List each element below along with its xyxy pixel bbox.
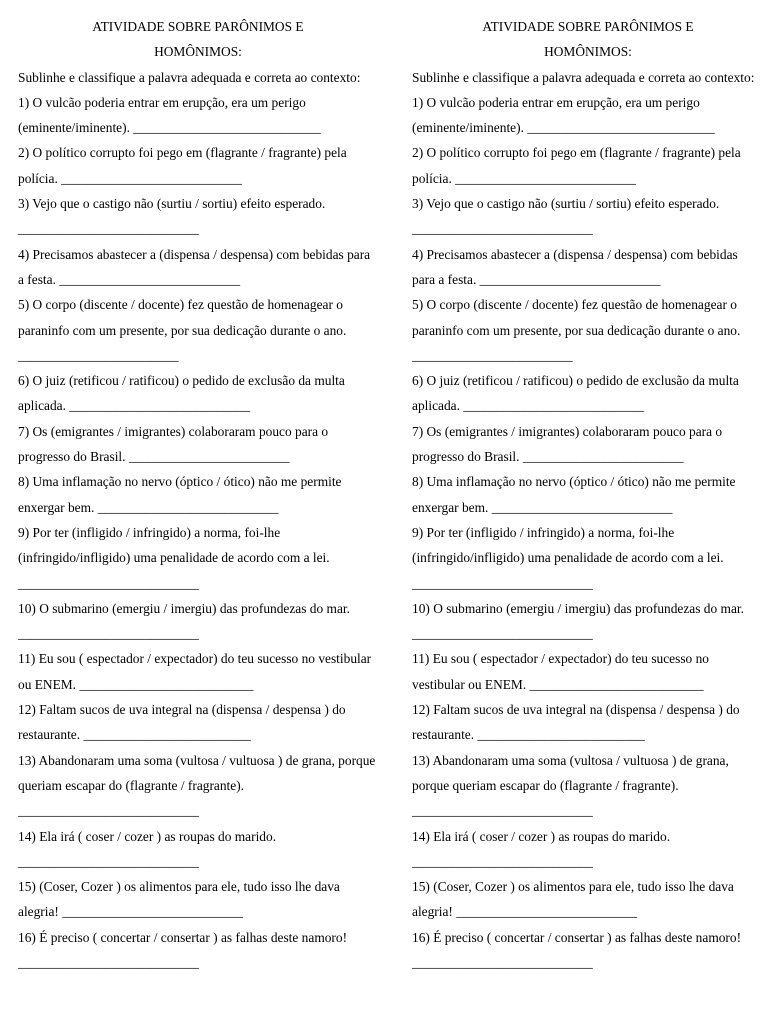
worksheet-title [412,14,764,65]
question-5: 5) O corpo (discente / docente) fez questão de homenagear o paraninfo com um presente, por sua dedicação durante o ano. ________________________ [18,297,347,363]
question-15: 15) (Coser, Cozer ) os alimentos para ele, tudo isso lhe dava alegria! ___________________________ [412,879,734,920]
question-8: 8) Uma inflamação no nervo (óptico / ótico) não me permite enxergar bem. ___________________________ [18,474,342,515]
question-6: 6) O juiz (retificou / ratificou) o pedido de exclusão da multa aplicada. ___________________________ [412,373,739,414]
question-3: 3) Vejo que o castigo não (surtiu / sortiu) efeito esperado. ___________________________ [412,196,720,237]
question-11: 11) Eu sou ( espectador / expectador) do teu sucesso no vestibular ou ENEM. __________________________ [18,651,372,692]
question-4: 4) Precisamos abastecer a (dispensa / despensa) com bebidas para a festa. ___________________________ [18,246,371,287]
title-line-2: HOMÔNIMOS: [544,44,632,60]
worksheet-column-right [412,14,764,1024]
question-10: 10) O submarino (emergiu / imergiu) das profundezas do mar. ___________________________ [18,600,350,642]
question-5: 5) O corpo (discente / docente) fez questão de homenagear o paraninfo com um presente, por sua dedicação durante o ano. ________________________ [412,297,741,363]
question-16: 16) É preciso ( concertar / consertar ) as falhas deste namoro! ___________________________ [18,929,348,970]
question-10: 10) O submarino (emergiu / imergiu) das profundezas do mar. ___________________________ [412,600,744,642]
question-14: 14) Ela irá ( coser / cozer ) as roupas do marido. ___________________________ [18,828,277,869]
question-3: 3) Vejo que o castigo não (surtiu / sortiu) efeito esperado. ___________________________ [18,196,326,237]
instructions: Sublinhe e classifique a palavra adequada e correta ao contexto: [18,69,361,85]
question-11: 11) Eu sou ( espectador / expectador) do teu sucesso no vestibular ou ENEM. __________________________ [412,651,709,692]
question-13: 13) Abandonaram uma soma (vultosa / vultuosa ) de grana, porque queriam escapar do (flagrante / fragrante). ___________________________ [18,752,376,819]
question-7: 7) Os (emigrantes / imigrantes) colaboraram pouco para o progresso do Brasil. ________________________ [412,423,723,465]
title-line-1: ATIVIDADE SOBRE PARÔNIMOS E [92,19,304,34]
question-1: 1) O vulcão poderia entrar em erupção, era um perigo (eminente/iminente). ____________________________ [18,94,321,136]
question-14: 14) Ela irá ( coser / cozer ) as roupas do marido. ___________________________ [412,828,671,869]
question-2: 2) O político corrupto foi pego em (flagrante / fragrante) pela polícia. ___________________________ [18,145,347,186]
worksheet-title [18,14,378,65]
title-line-2: HOMÔNIMOS: [154,44,242,60]
question-4: 4) Precisamos abastecer a (dispensa / despensa) com bebidas para a festa. ___________________________ [412,246,738,287]
instructions: Sublinhe e classifique a palavra adequada e correta ao contexto: [412,69,755,85]
question-15: 15) (Coser, Cozer ) os alimentos para ele, tudo isso lhe dava alegria! ___________________________ [18,879,340,920]
question-9: 9) Por ter (infligido / infringido) a norma, foi-lhe (infringido/infligido) uma penalidade de acordo com a lei. ___________________________ [18,524,330,591]
question-12: 12) Faltam sucos de uva integral na (dispensa / despensa ) do restaurante. _________________________ [412,702,740,743]
title-line-1: ATIVIDADE SOBRE PARÔNIMOS E [482,19,694,34]
question-6: 6) O juiz (retificou / ratificou) o pedido de exclusão da multa aplicada. ___________________________ [18,373,345,414]
question-16: 16) É preciso ( concertar / consertar ) as falhas deste namoro! ___________________________ [412,929,742,970]
worksheet-column-left [18,14,378,1024]
question-12: 12) Faltam sucos de uva integral na (dispensa / despensa ) do restaurante. _________________________ [18,702,346,743]
question-1: 1) O vulcão poderia entrar em erupção, era um perigo (eminente/iminente). ____________________________ [412,94,715,136]
question-9: 9) Por ter (infligido / infringido) a norma, foi-lhe (infringido/infligido) uma penalidade de acordo com a lei. ___________________________ [412,524,724,591]
question-2: 2) O político corrupto foi pego em (flagrante / fragrante) pela polícia. ___________________________ [412,145,741,186]
question-13: 13) Abandonaram uma soma (vultosa / vultuosa ) de grana, porque queriam escapar do (flagrante / fragrante). ___________________________ [412,752,729,819]
question-7: 7) Os (emigrantes / imigrantes) colaboraram pouco para o progresso do Brasil. ________________________ [18,423,329,465]
question-8: 8) Uma inflamação no nervo (óptico / ótico) não me permite enxergar bem. ___________________________ [412,474,736,515]
